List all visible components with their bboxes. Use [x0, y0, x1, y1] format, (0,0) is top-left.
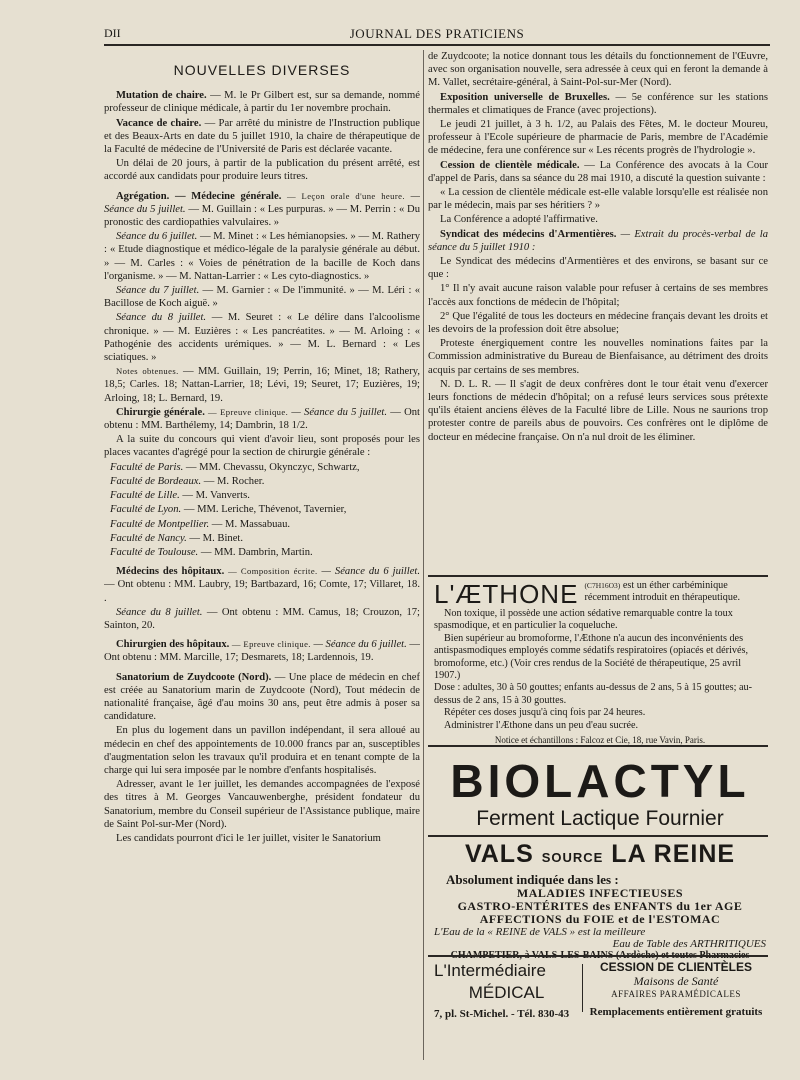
intermediaire-line: Remplacements entièrement gratuits — [589, 1006, 763, 1018]
list-item: Faculté de Toulouse. — MM. Dambrin, Martin. — [110, 546, 313, 558]
vals-brand: VALS SOURCE LA REINE — [464, 840, 736, 868]
item-agregation: Agrégation. — Médecine générale. — Leçon orale d'une heure. — Séance du 5 juillet. — M. Guillain : « Les purpuras. » — M. Perrin : « Du pronostic des cardiopathies valvulaires. » — [104, 190, 420, 229]
vals-line: Eau de Table des ARTHRITIQUES — [612, 938, 766, 950]
item-chirurgien-hopitaux: Chirurgien des hôpitaux. — Epreuve clinique. — Séance du 6 juillet. — Ont obtenu : MM. Marcille, 17; Desmarets, 18; Lardennois, 19. — [104, 639, 420, 664]
biolactyl-tagline: Ferment Lactique Fournier — [476, 807, 724, 830]
list-item: Faculté de Bordeaux. — M. Rocher. — [110, 475, 265, 487]
advertisement-vals — [434, 840, 766, 955]
paragraph: de Zuydcoote; la notice donnant tous les détails du fonctionnement de l'Œuvre, avec son organisation nouvelle, sera adressée à ceux qui en feront la demande à M. Vallet, secrétaire-général, à Saint-Pol-sur-Mer (Nord). — [428, 51, 768, 89]
ad-separator — [428, 835, 768, 837]
notes-obtenues: Notes obtenues. — MM. Guillain, 19; Perrin, 16; Minet, 18; Rathery, 18,5; Carles. 18; Nattan-Larrier, 18; Lévi, 19; Seuret, 17; Euzières, 19; Arloing, 18; L. Bernard, 19. — [104, 366, 420, 404]
aethone-text: Non toxique, il possède une action sédative remarquable contre la toux spasmodique, et en particulier la coqueluche. — [434, 608, 733, 632]
journal-title: JOURNAL DES PRATICIENS — [349, 26, 525, 41]
aethone-text: Bien supérieur au bromoforme, l'Æthone n'a aucun des inconvénients des antispasmodiques employés comme sédatifs respiratoires (opiacés et dérivés, bromoforme, etc.) (Voir cres rendus de la Société de thérapeutique, 25 avril 1907.) — [434, 632, 749, 682]
biolactyl-brand: BIOLACTYL — [450, 755, 750, 807]
item-exposition-bruxelles: Exposition universelle de Bruxelles. — 5e conférence sur les stations thermales et climatiques de France (avec projections). — [428, 91, 768, 116]
left-column — [104, 50, 420, 1072]
paragraph: Le jeudi 21 juillet, à 3 h. 1/2, au Palais des Fêtes, M. le docteur Moureu, professeur à l'Ecole supérieure de pharmacie de Paris, membre de l'Académie de médecine, fera une conférence sur « Les récents progrès de l'hydrologie ». — [428, 119, 768, 157]
intermediaire-line: Maisons de Santé — [633, 974, 719, 988]
paragraph: Le Syndicat des médecins d'Armentières et des environs, se basant sur ce que : — [428, 256, 768, 281]
paragraph: En plus du logement dans un pavillon indépendant, il sera alloué au médecin en chef des appointements de 10.000 francs par an, susceptibles d'augmentation selon les travaux qu'il produira et en tenant compte de la charge qui lui sera imposée par le nombre d'enfants hospitalisés. — [104, 725, 420, 776]
page-number: DII — [104, 26, 121, 40]
paragraph: N. D. L. R. — Il s'agit de deux confrères dont le tour était venu d'exercer leurs fonctions de médecin d'hôpital; on a refusé leurs services sous prétexte qu'ils étaient anciens élèves de la Faculté libre de Lille. Nous ne saurions trop protester contre de pareils abus de pouvoirs. Ces confrères ont le diplôme de docteur en médecine française. On n'a nul droit de les éliminer. — [428, 378, 768, 443]
intermediaire-line: CESSION DE CLIENTÈLES — [599, 960, 753, 974]
paragraph: Proteste énergiquement contre les nouvelles nominations faites par la Commission administrative du Bureau de Bienfaisance, au détriment des droits acquis par certains de ses membres. — [428, 338, 768, 376]
item-mutation-chaire: Mutation de chaire. — M. le Pr Gilbert est, sur sa demande, nommé professeur de clinique médicale, à partir du 1er novembre prochain. — [104, 90, 420, 115]
intermediaire-left — [434, 960, 579, 1024]
aethone-dose: Dose : adultes, 30 à 50 gouttes; enfants au-dessus de 2 ans, 5 à 15 gouttes; au-dessus de 2 ans, 15 à 30 gouttes. — [434, 682, 753, 706]
advertisement-aethone — [434, 579, 766, 746]
running-header — [104, 26, 770, 46]
session-6-juillet: Séance du 6 juillet. — M. Minet : « Les hémianopsies. » — M. Rathery : « Etude diagnostique et médico-légale de la paralysie générale au début. » — M. Carles : « Voies de pénétration de la bacille de Koch dans l'organisme. » — M. Nattan-Larrier : « Les cyto-diagnostics. » — [104, 231, 420, 282]
ad-separator — [428, 955, 768, 957]
paragraph: Adresser, avant le 1er juillet, les demandes accompagnées de l'exposé des titres à M. Georges Vancauwenberghe, président fondateur du Sanatorium, membre du Conseil supérieur de l'Assistance publique, maire de Saint Pol-sur-Mer (Nord). — [104, 779, 420, 830]
aethone-notice: Notice et échantillons : Falcoz et Cie, 18, rue Vavin, Paris. — [494, 735, 706, 746]
ad-separator — [428, 575, 768, 577]
paragraph: « La cession de clientèle médicale est-elle valable lorsqu'elle est réalisée non par le médecin, mais par ses héritiers ? » — [428, 187, 768, 212]
paragraph: A la suite du concours qui vient d'avoir lieu, sont proposés pour les places vacantes d'agrégé pour la section de chirurgie générale : — [104, 434, 420, 459]
item-sanatorium: Sanatorium de Zuydcoote (Nord). — Une place de médecin en chef est créée au Sanatorium marin de Zuydcoote (Nord), Tout médecin de nationalité française, âgé d'au moins 30 ans, peut être admis à poser sa candidature. — [104, 671, 420, 723]
paragraph: Les candidats pourront d'ici le 1er juillet, visiter le Sanatorium — [116, 832, 381, 844]
intermediaire-name: MÉDICAL — [468, 983, 545, 1002]
list-item: Faculté de Lyon. — MM. Leriche, Thévenot, Tavernier, — [110, 504, 347, 516]
right-column — [428, 50, 768, 570]
advertisement-biolactyl — [434, 755, 766, 833]
paragraph: 2° Que l'égalité de tous les docteurs en médecine français devant les droits et les devoirs de la profession doit être absolue; — [428, 310, 768, 336]
intermediaire-address: 7, pl. St-Michel. - Tél. 830-43 — [434, 1008, 570, 1020]
paragraph: 1° Il n'y avait aucune raison valable pour refuser à certains de ses membres l'accès aux fonctions de médecin de l'hôpital; — [428, 283, 768, 308]
session-7-juillet: Séance du 7 juillet. — M. Garnier : « De l'immunité. » — M. Léri : « Bacillose de Koch aiguë. » — [104, 285, 420, 310]
column-divider — [423, 50, 424, 1060]
item-chirurgie-generale: Chirurgie générale. — Epreuve clinique. — Séance du 5 juillet. — Ont obtenu : MM. Barthélemy, 14; Dambrin, 18 1/2. — [104, 406, 420, 432]
session-8-juillet: Séance du 8 juillet. — M. Seuret : « Le délire dans l'alcoolisme chronique. » — M. Euzières : « Les pancréatites. » — M. Arloing : « Pathogénie des accidents urémiques. » — M. L. Bernard : « Les sciatiques. » — [104, 312, 420, 364]
item-syndicat-armentieres: Syndicat des médecins d'Armentières. — Extrait du procès-verbal de la séance du 5 juillet 1910 : — [428, 228, 768, 253]
list-item: Faculté de Paris. — MM. Chevassu, Okynczyc, Schwartz, — [110, 461, 360, 473]
aethone-text: Administrer l'Æthone dans un peu d'eau sucrée. — [444, 719, 639, 731]
aethone-logo: L'ÆTHONE — [434, 579, 579, 609]
vals-line: MALADIES INFECTIEUSES — [516, 886, 684, 900]
advertisement-intermediaire-medical — [434, 960, 766, 1030]
ad-divider — [582, 964, 583, 1012]
intermediaire-right — [586, 960, 766, 1022]
paragraph: La Conférence a adopté l'affirmative. — [440, 214, 598, 226]
faculty-list — [104, 461, 420, 559]
paragraph: Un délai de 20 jours, à partir de la publication du présent arrêté, est accordé aux candidats pour produire leurs titres. — [104, 158, 420, 183]
vals-line: Absolument indiquée dans les : — [446, 872, 619, 887]
ad-separator — [428, 745, 768, 747]
intermediaire-line: AFFAIRES PARAMÉDICALES — [611, 989, 741, 999]
vals-line: GASTRO-ENTÉRITES des ENFANTS du 1er AGE — [457, 899, 743, 913]
list-item: Faculté de Montpellier. — M. Massabuau. — [110, 518, 291, 530]
session-8-juillet-medecins: Séance du 8 juillet. — Ont obtenu : MM. Camus, 18; Crouzon, 17; Sainton, 20. — [104, 606, 420, 631]
section-title: NOUVELLES DIVERSES — [173, 62, 351, 78]
item-cession-clientele: Cession de clientèle médicale. — La Conférence des avocats à la Cour d'appel de Paris, dans sa séance du 28 mai 1910, a discuté la question suivante : — [428, 159, 768, 184]
vals-line: AFFECTIONS du FOIE et de l'ESTOMAC — [479, 912, 721, 926]
item-vacance-chaire: Vacance de chaire. — Par arrêté du ministre de l'Instruction publique et des Beaux-Arts en date du 5 juillet 1910, la chaire de thérapeutique de la Faculté de médecine de l'Université de Paris est déclarée vacante. — [104, 117, 420, 156]
aethone-text: Répéter ces doses jusqu'à cinq fois par 24 heures. — [444, 707, 646, 719]
intermediaire-name: L'Intermédiaire — [434, 961, 546, 980]
list-item: Faculté de Nancy. — M. Binet. — [110, 532, 243, 544]
item-medecins-hopitaux: Médecins des hôpitaux. — Composition écrite. — Séance du 6 juillet. — Ont obtenu : MM. Laubry, 19; Bartbazard, 16; Comte, 17; Villaret, 18. . — [104, 566, 420, 604]
aethone-intro: $^{(C7H16O3)}$ est un éther carbéminique récemment introduit en thérapeutique. — [584, 580, 741, 604]
vals-line: L'Eau de la « REINE de VALS » est la meilleure — [434, 926, 646, 938]
list-item: Faculté de Lille. — M. Vanverts. — [110, 490, 250, 502]
